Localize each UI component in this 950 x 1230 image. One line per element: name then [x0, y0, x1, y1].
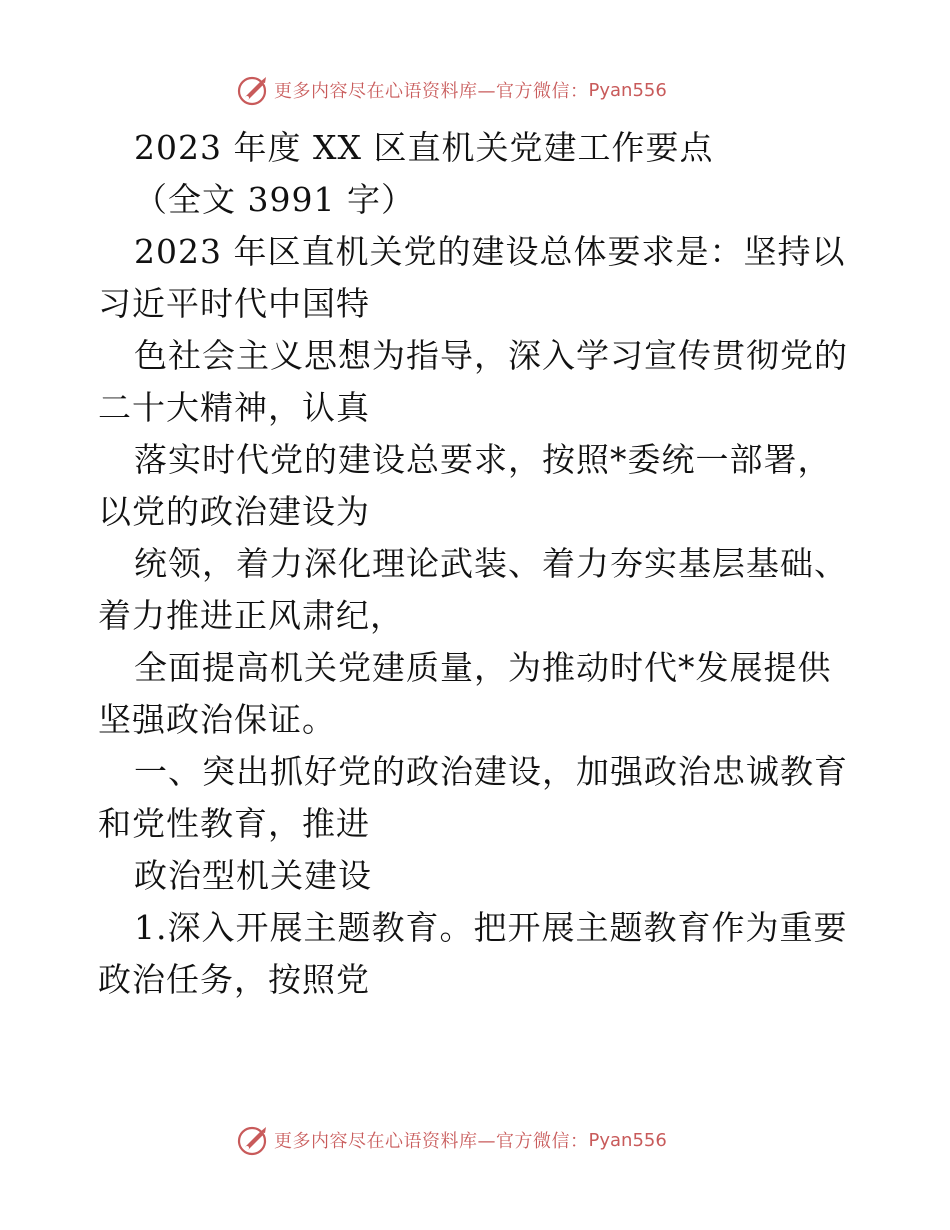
watermark-text: 更多内容尽在心语资料库—官方微信： — [274, 81, 589, 102]
document-line: （全文 3991 字） — [134, 180, 415, 219]
document-line: 落实时代党的建设总要求，按照*委统一部署， — [134, 440, 832, 479]
quill-logo-icon — [236, 73, 270, 107]
document-body — [98, 122, 858, 1006]
watermark-wechat-id: Pyan556 — [588, 79, 667, 101]
header-watermark — [236, 72, 667, 108]
document-line: 着力推进正风肃纪， — [98, 596, 404, 635]
document-line: 2023 年度 XX 区直机关党建工作要点 — [134, 128, 714, 167]
document-line: 2023 年区直机关党的建设总体要求是：坚持以 — [134, 232, 846, 271]
document-line: 1.深入开展主题教育。把开展主题教育作为重要 — [134, 908, 848, 947]
footer-watermark — [236, 1122, 667, 1158]
quill-logo-icon — [236, 1123, 270, 1157]
document-line: 二十大精神，认真 — [98, 388, 370, 427]
document-line: 政治任务，按照党 — [98, 960, 370, 999]
document-line: 政治型机关建设 — [134, 856, 372, 895]
document-line: 坚强政治保证。 — [98, 700, 336, 739]
document-line: 色社会主义思想为指导，深入学习宣传贯彻党的 — [134, 336, 848, 375]
watermark-wechat-id: Pyan556 — [588, 1129, 667, 1151]
document-line: 以党的政治建设为 — [98, 492, 370, 531]
watermark-text: 更多内容尽在心语资料库—官方微信： — [274, 1131, 589, 1152]
document-line: 全面提高机关党建质量，为推动时代*发展提供 — [134, 648, 832, 687]
document-line: 习近平时代中国特 — [98, 284, 370, 323]
document-line: 和党性教育，推进 — [98, 804, 370, 843]
document-line: 统领，着力深化理论武装、着力夯实基层基础、 — [134, 544, 848, 583]
document-line: 一、突出抓好党的政治建设，加强政治忠诚教育 — [134, 752, 848, 791]
